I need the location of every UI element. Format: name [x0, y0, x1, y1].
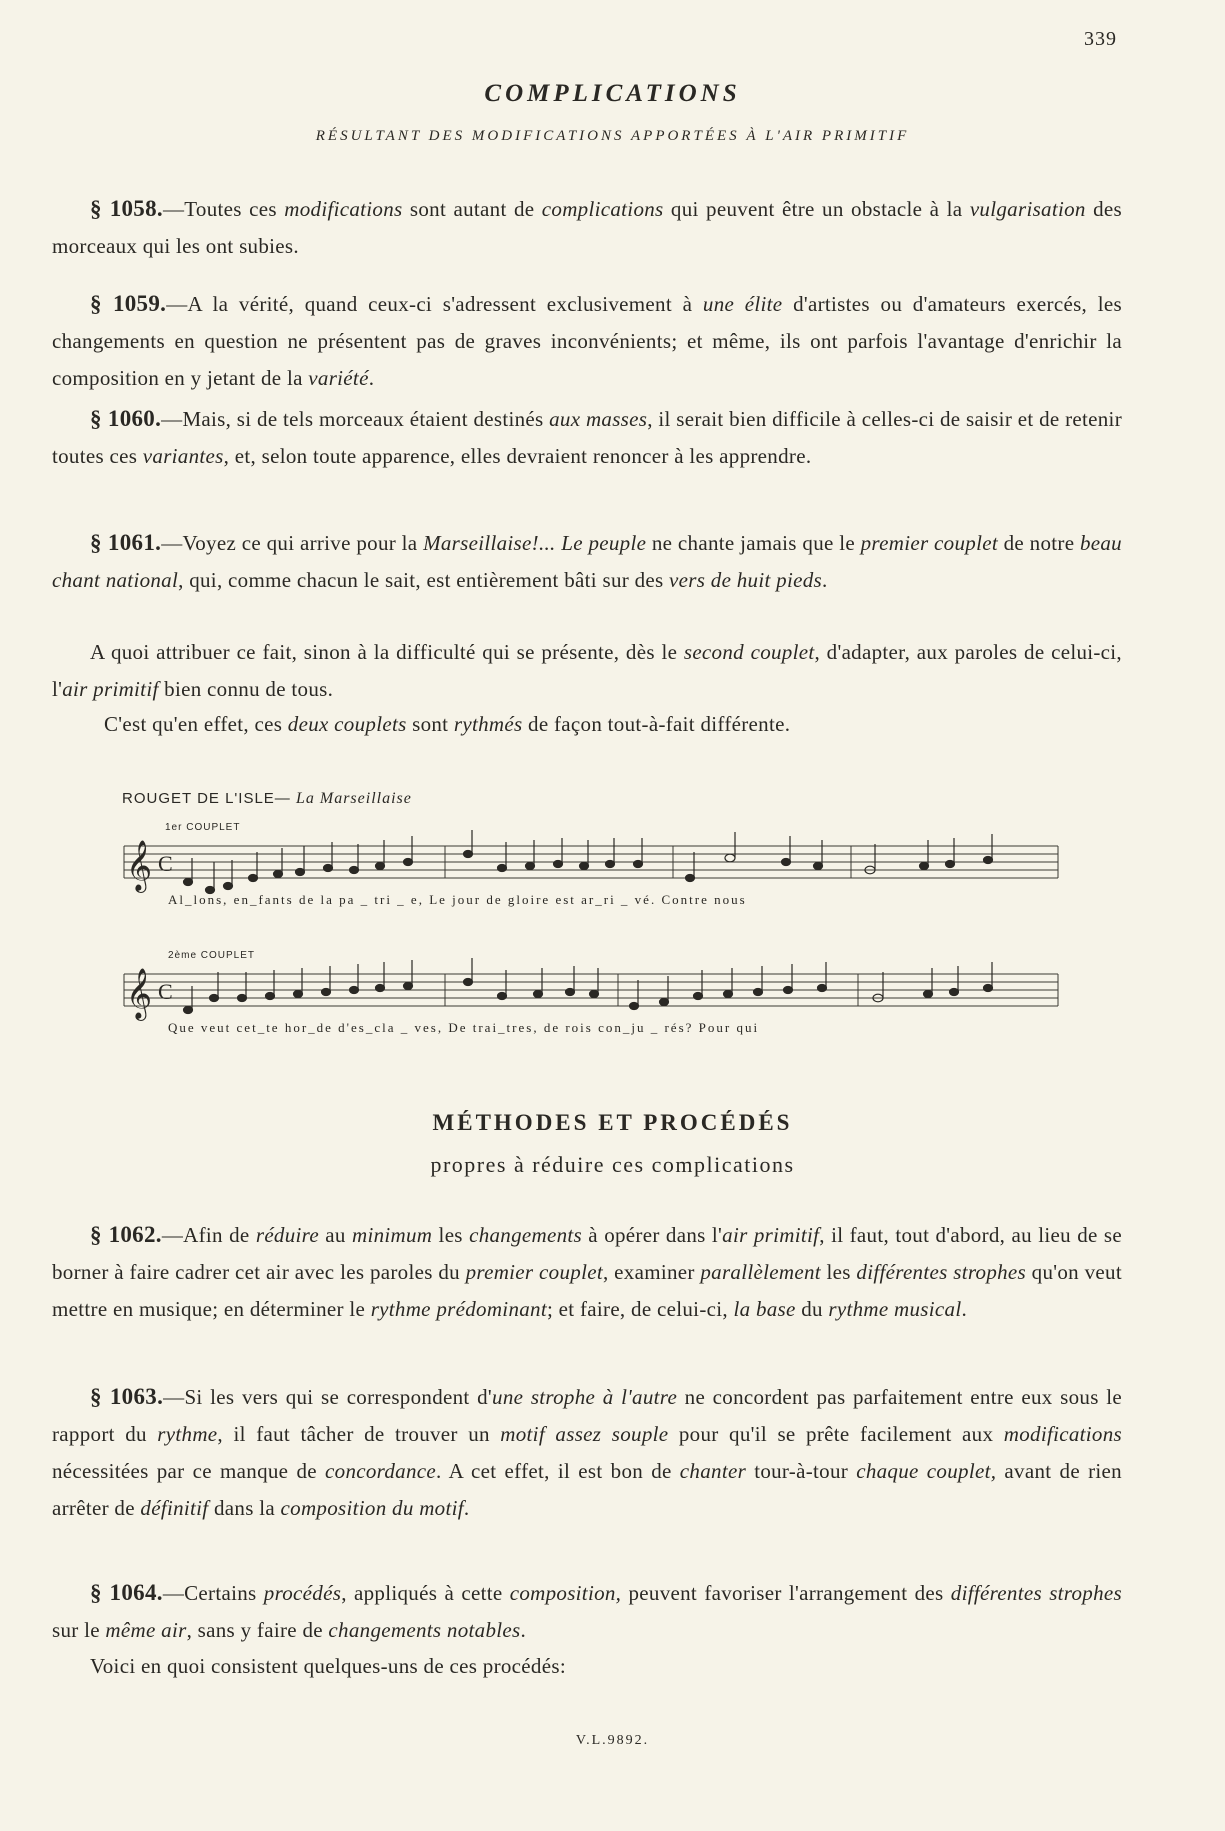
emphasis: chaque couplet, — [856, 1459, 997, 1483]
emphasis: aux masses — [549, 407, 648, 431]
text: —A la vérité, quand ceux-ci s'adressent exclusivement à — [166, 292, 703, 316]
text: qu'on veut mettre en musique; en déterminer le — [52, 1260, 1122, 1321]
paragraph-1061-continued — [52, 634, 1122, 708]
text: . — [822, 568, 828, 592]
couplet-2-label: 2ème COUPLET — [168, 950, 256, 961]
text: —Mais, si de tels morceaux étaient destinés — [161, 407, 550, 431]
emphasis: rythme prédominant — [370, 1297, 547, 1321]
emphasis: variété — [308, 366, 369, 390]
emphasis: beau chant national — [52, 531, 1122, 592]
emphasis: différentes strophes — [950, 1581, 1122, 1605]
section-title: MÉTHODES ET PROCÉDÉS — [432, 1110, 793, 1135]
emphasis: rythme — [157, 1422, 218, 1446]
treble-clef-1: 𝄞 — [126, 840, 153, 891]
emphasis: rythmés — [453, 712, 523, 736]
emphasis: Marseillaise!... Le peuple — [423, 531, 647, 555]
text: , sans y faire de — [186, 1618, 329, 1642]
text: , il serait bien difficile à celles-ci de saisir et de retenir toutes ces — [52, 407, 1122, 468]
emphasis: deux couplets — [287, 712, 407, 736]
paragraph-number: § 1064. — [90, 1580, 163, 1605]
paragraph-1058 — [52, 190, 1122, 265]
text: —Si les vers qui se correspondent d' — [163, 1385, 493, 1409]
emphasis: la base — [733, 1297, 796, 1321]
footer-code: V.L.9892. — [575, 1733, 650, 1748]
time-sig-1: C — [158, 851, 173, 876]
text: bien connu de tous. — [158, 677, 334, 701]
text: C'est qu'en effet, ces — [104, 712, 288, 736]
text: . — [463, 1496, 470, 1520]
text: A quoi attribuer ce fait, sinon à la difficulté qui se présente, dès le — [90, 640, 684, 664]
paragraph-1061-conclusion — [52, 706, 1122, 743]
couplet-1-label: 1er COUPLET — [165, 822, 241, 833]
text: , il faut tâcher de trouver un — [217, 1422, 501, 1446]
emphasis: modifications — [284, 197, 403, 221]
emphasis: différentes strophes — [856, 1260, 1027, 1284]
emphasis: premier couplet — [860, 531, 998, 555]
page-subtitle: RÉSULTANT DES MODIFICATIONS APPORTÉES À L'AIR PRIMITIF — [315, 128, 910, 144]
text: —Afin de — [161, 1223, 256, 1247]
paragraph-number: § 1061. — [90, 530, 162, 555]
text: du — [795, 1297, 829, 1321]
text: . — [368, 366, 375, 390]
lyrics-couplet-2: Que veut cet_te hor_de d'es_cla _ ves, De trai_tres, de rois con_ju _ rés? Pour qui — [168, 1020, 760, 1035]
text: au — [319, 1223, 352, 1247]
emphasis: une strophe à l'autre — [492, 1385, 678, 1409]
text: d'artistes ou d'amateurs exercés, les changements en question ne présentent pas de graves inconvénients; et même, ils ont parfois l'avantage d'enrichir la composition en y jetant de la — [52, 292, 1122, 390]
emphasis: chanter — [679, 1459, 747, 1483]
text: ne chante jamais que le — [646, 531, 861, 555]
music-staves — [118, 780, 1068, 1050]
notes-staff-2 — [184, 958, 993, 1014]
emphasis: modifications — [1003, 1422, 1122, 1446]
emphasis: minimum — [352, 1223, 433, 1247]
emphasis: air primitif — [722, 1223, 820, 1247]
emphasis: variantes — [142, 444, 224, 468]
emphasis: changements — [469, 1223, 583, 1247]
emphasis: complications — [541, 197, 664, 221]
composer-name: ROUGET DE L'ISLE— — [122, 790, 291, 807]
paragraph-1059 — [52, 285, 1122, 397]
text: sont — [406, 712, 454, 736]
time-sig-2: C — [158, 979, 173, 1004]
paragraph-1060 — [52, 400, 1122, 475]
emphasis: premier couplet — [465, 1260, 603, 1284]
emphasis: réduire — [255, 1223, 319, 1247]
text: . A cet effet, il est bon de — [436, 1459, 680, 1483]
text: ne concordent pas parfaitement entre eux sous le rapport du — [52, 1385, 1123, 1446]
emphasis: vulgarisation — [969, 197, 1086, 221]
emphasis: concordance — [325, 1459, 437, 1483]
paragraph-1062 — [52, 1216, 1122, 1328]
staff-1 — [124, 846, 1058, 878]
emphasis: changements notables — [328, 1618, 521, 1642]
emphasis: composition, — [509, 1581, 622, 1605]
emphasis: air primitif — [62, 677, 159, 701]
emphasis: rythme musical — [828, 1297, 962, 1321]
text: avant de rien arrêter de — [52, 1459, 1122, 1520]
paragraph-1064 — [52, 1574, 1122, 1649]
page-title: COMPLICATIONS — [484, 80, 741, 107]
text: , qui, comme chacun le sait, est entièrement bâti sur des — [178, 568, 670, 592]
section-subtitle: propres à réduire ces complications — [430, 1152, 795, 1177]
text: . — [520, 1618, 527, 1642]
paragraph-number: § 1062. — [90, 1222, 162, 1247]
text: , il faut, tout d'abord, au lieu de se borner à faire cadrer cet air avec les paroles du — [52, 1223, 1123, 1284]
paragraph-number: § 1058. — [90, 196, 163, 221]
emphasis: composition du motif — [280, 1496, 464, 1520]
text: , appliqués à cette — [341, 1581, 510, 1605]
emphasis: une élite — [702, 292, 783, 316]
work-title: La Marseillaise — [295, 790, 412, 807]
text: , examiner — [602, 1260, 701, 1284]
text: des morceaux qui les ont subies. — [52, 197, 1123, 258]
emphasis: définitif — [140, 1496, 209, 1520]
text: , d'adapter, aux paroles de celui-ci, l' — [52, 640, 1122, 701]
text: —Voyez ce qui arrive pour la — [161, 531, 424, 555]
text: sur le — [52, 1618, 106, 1642]
text: —Certains — [162, 1581, 264, 1605]
text: de notre — [997, 531, 1080, 555]
text: à opérer dans l' — [582, 1223, 723, 1247]
text: de façon tout-à-fait différente. — [522, 712, 791, 736]
emphasis: motif assez souple — [500, 1422, 669, 1446]
paragraph-number: § 1059. — [90, 291, 167, 316]
emphasis: procédés — [263, 1581, 342, 1605]
text: Voici en quoi consistent quelques-uns de ces procédés: — [90, 1654, 566, 1678]
paragraph-1061 — [52, 524, 1122, 599]
text: tour-à-tour — [746, 1459, 857, 1483]
paragraph-number: § 1060. — [90, 406, 162, 431]
text: qui peuvent être un obstacle à la — [663, 197, 970, 221]
text: nécessitées par ce manque de — [52, 1459, 326, 1483]
paragraph-1063 — [52, 1378, 1122, 1527]
text: —Toutes ces — [162, 197, 285, 221]
emphasis: vers de huit pieds — [669, 568, 822, 592]
text: ; et faire, de celui-ci, — [546, 1297, 734, 1321]
text: , et, selon toute apparence, elles devraient renoncer à les apprendre. — [223, 444, 812, 468]
treble-clef-2: 𝄞 — [126, 968, 153, 1019]
page-number: 339 — [1084, 28, 1117, 50]
paragraph-1064-continued — [52, 1648, 1122, 1685]
text: peuvent favoriser l'arrangement des — [621, 1581, 951, 1605]
lyrics-couplet-1: Al_lons, en_fants de la pa _ tri _ e, Le jour de gloire est ar_ri _ vé. Contre nous — [168, 892, 747, 907]
paragraph-number: § 1063. — [90, 1384, 164, 1409]
text: dans la — [208, 1496, 281, 1520]
emphasis: parallèlement — [700, 1260, 821, 1284]
text: les — [432, 1223, 470, 1247]
text: sont autant de — [402, 197, 542, 221]
text: pour qu'il se prête facilement aux — [668, 1422, 1004, 1446]
staff-2 — [124, 974, 1058, 1006]
text: . — [961, 1297, 968, 1321]
emphasis: même air — [105, 1618, 187, 1642]
emphasis: second couplet — [683, 640, 815, 664]
text: les — [820, 1260, 857, 1284]
